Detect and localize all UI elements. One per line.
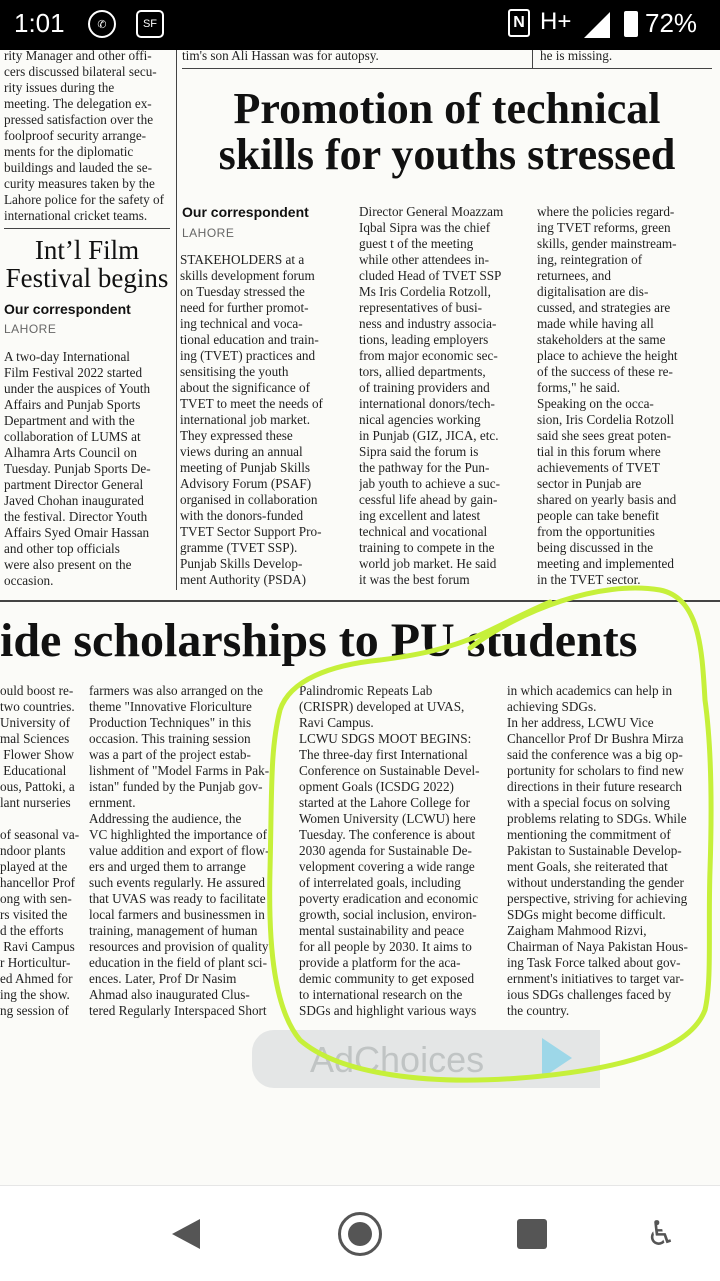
column-rule — [176, 50, 177, 590]
tvet-dateline: LAHORE — [182, 226, 235, 240]
tvet-column-2: Director General Moazzam Iqbal Sipra was the chief guest t of the meeting while other attendees in- cluded Head of TVET SSP Ms Iris Cordelia Rotzoll, representatives of busi- ness and industry associa- tions, leading employers from major economic sec- tors, allied departments, of training providers and international donors/tech- nical agencies working in Punjab (GIZ, JICA, etc. Sipra said the forum is the pathway for the Pun- jab youth to achieve a suc- cessful life ahead by gain- ing excellent and latest technical and vocational training to compete in the world job market. He said it was the best forum — [359, 204, 504, 587]
fragment-mid: tim's son Ali Hassan was for autopsy. — [182, 50, 379, 63]
section-divider — [0, 600, 720, 602]
network-type: H+ — [540, 8, 572, 35]
status-bar — [0, 0, 720, 50]
tvet-byline: Our correspondent — [182, 204, 309, 220]
battery-percent: 72% — [645, 8, 698, 38]
newspaper-clipping[interactable] — [0, 50, 720, 1185]
fragment-right: he is missing. — [540, 50, 613, 63]
signal-icon — [584, 12, 610, 38]
tvet-column-1: STAKEHOLDERS at a skills development forum on Tuesday stressed the need for further promot- ing technical and voca- tional education and train- ing (TVET) practices and sensitising the youth about the significance of TVET to meet the needs of international job market. They expressed these views during an annual meeting of Punjab Skills Advisory Forum (PSAF) organised in collaboration with the donors-funded TVET Sector Support Pro- gramme (TVET SSP). Punjab Skills Develop- ment Authority (PSDA) — [180, 252, 323, 587]
pu-column-1: ould boost re- two countries. University of mal Sciences Flower Show Educational ous, Pattoki, a lant nurseries of seasonal va- ndoor plants played at the hancellor Prof ong with sen- rs visited the d the efforts Ravi Campus r Horticultur- ed Ahmed for ing the show. ng session of — [0, 683, 80, 1018]
film-festival-dateline: LAHORE — [4, 322, 57, 336]
adchoices-icon — [542, 1038, 572, 1078]
pu-column-2: farmers was also arranged on the theme "Innovative Floriculture Production Techniques" in this occasion. This training session was a part of the project estab- lishment of "Model Farms in Pak- istan" funded by the Punjab gov- ernment. Addressing the audience, the VC highlighted the importance of value addition and export of flow- ers and urged them to arrange such events regularly. He assured that UVAS was ready to facilitate local farmers and businessmen in training, management of human resources and provision of quality education in the field of plant sci- ences. Later, Prof Dr Nasim Ahmad also inaugurated Clus- tered Regularly Interspaced Short — [89, 683, 270, 1018]
battery-icon — [624, 11, 638, 37]
home-icon[interactable] — [338, 1212, 382, 1256]
accessibility-icon[interactable]: ♿ — [645, 1214, 677, 1254]
tvet-column-3: where the policies regard- ing TVET reforms, green skills, gender mainstream- ing, reintegration of returnees, and digitalisation are dis- cussed, and strategies are made while having all stakeholders at the same place to achieve the height of the success of these re- forms," he said. Speaking on the occa- sion, Iris Cordelia Rotzoll said she sees great poten- tial in this forum where achievements of TVET sector in Punjab are shared on yearly basis and people can take benefit from the opportunities being discussed in the meeting and implemented in the TVET sector. — [537, 204, 678, 587]
film-festival-body: A two-day International Film Festival 2022 started under the auspices of Youth Affairs and Punjab Sports Department and with the collaboration of LUMS at Alhamra Arts Council on Tuesday. Punjab Sports De- partment Director General Javed Chohan inaugurated the festival. Director Youth Affairs Syed Omair Hassan and other top officials were also present on the occasion. — [4, 349, 151, 588]
app-notification-icon: SF — [136, 10, 164, 38]
adchoices-badge[interactable] — [252, 1030, 600, 1088]
adchoices-label: AdChoices — [310, 1039, 485, 1080]
navigation-bar — [0, 1185, 720, 1281]
pu-headline: ide scholarships to PU students — [0, 614, 638, 667]
recents-icon[interactable] — [517, 1219, 547, 1249]
film-festival-headline: Int’l Film Festival begins — [5, 235, 169, 294]
back-icon[interactable] — [172, 1219, 200, 1249]
divider — [182, 68, 712, 69]
divider — [4, 228, 170, 229]
film-festival-byline: Our correspondent — [4, 301, 131, 317]
whatsapp-icon: ✆ — [88, 10, 116, 38]
nfc-icon: N — [508, 9, 530, 37]
pu-column-4: in which academics can help in achieving SDGs. In her address, LCWU Vice Chancellor Prof Dr Bushra Mirza said the conference was a big op- portunity for scholars to find new directions in their future research with a special focus on solving problems relating to SDGs. While mentioning the commitment of Pakistan to Sustainable Develop- ment Goals, she reiterated that without understanding the gender perspective, striving for achieving SDGs might become difficult. Zaigham Mahmood Rizvi, Chairman of Naya Pakistan Hous- ing Task Force talked about gov- ernment's initiatives to target var- ious SDGs challenges faced by the country. — [507, 683, 688, 1018]
clock: 1:01 — [14, 8, 65, 38]
tvet-headline: Promotion of technical skills for youths stressed — [218, 84, 676, 180]
pu-column-3: Palindromic Repeats Lab (CRISPR) developed at UVAS, Ravi Campus. LCWU SDGS MOOT BEGINS: The three-day first International Conference on Sustainable Devel- opment Goals (ICSDG 2022) started at the Lahore College for Women University (LCWU) here Tuesday. The conference is about 2030 agenda for Sustainable De- velopment covering a wide range of interrelated goals, including poverty eradication and economic growth, social inclusion, environ- mental sustainability and peace for all people by 2030. It aims to provide a platform for the aca- demic community to get exposed to international research on the SDGs and highlight various ways — [299, 683, 480, 1018]
article-left-top: rity Manager and other offi- cers discussed bilateral secu- rity issues during the meeting. The delegation ex- pressed satisfaction over the foolproof security arrange- ments for the diplomatic buildings and lauded the se- curity measures taken by the Lahore police for the safety of international cricket teams. — [4, 50, 165, 223]
column-rule — [532, 50, 533, 68]
